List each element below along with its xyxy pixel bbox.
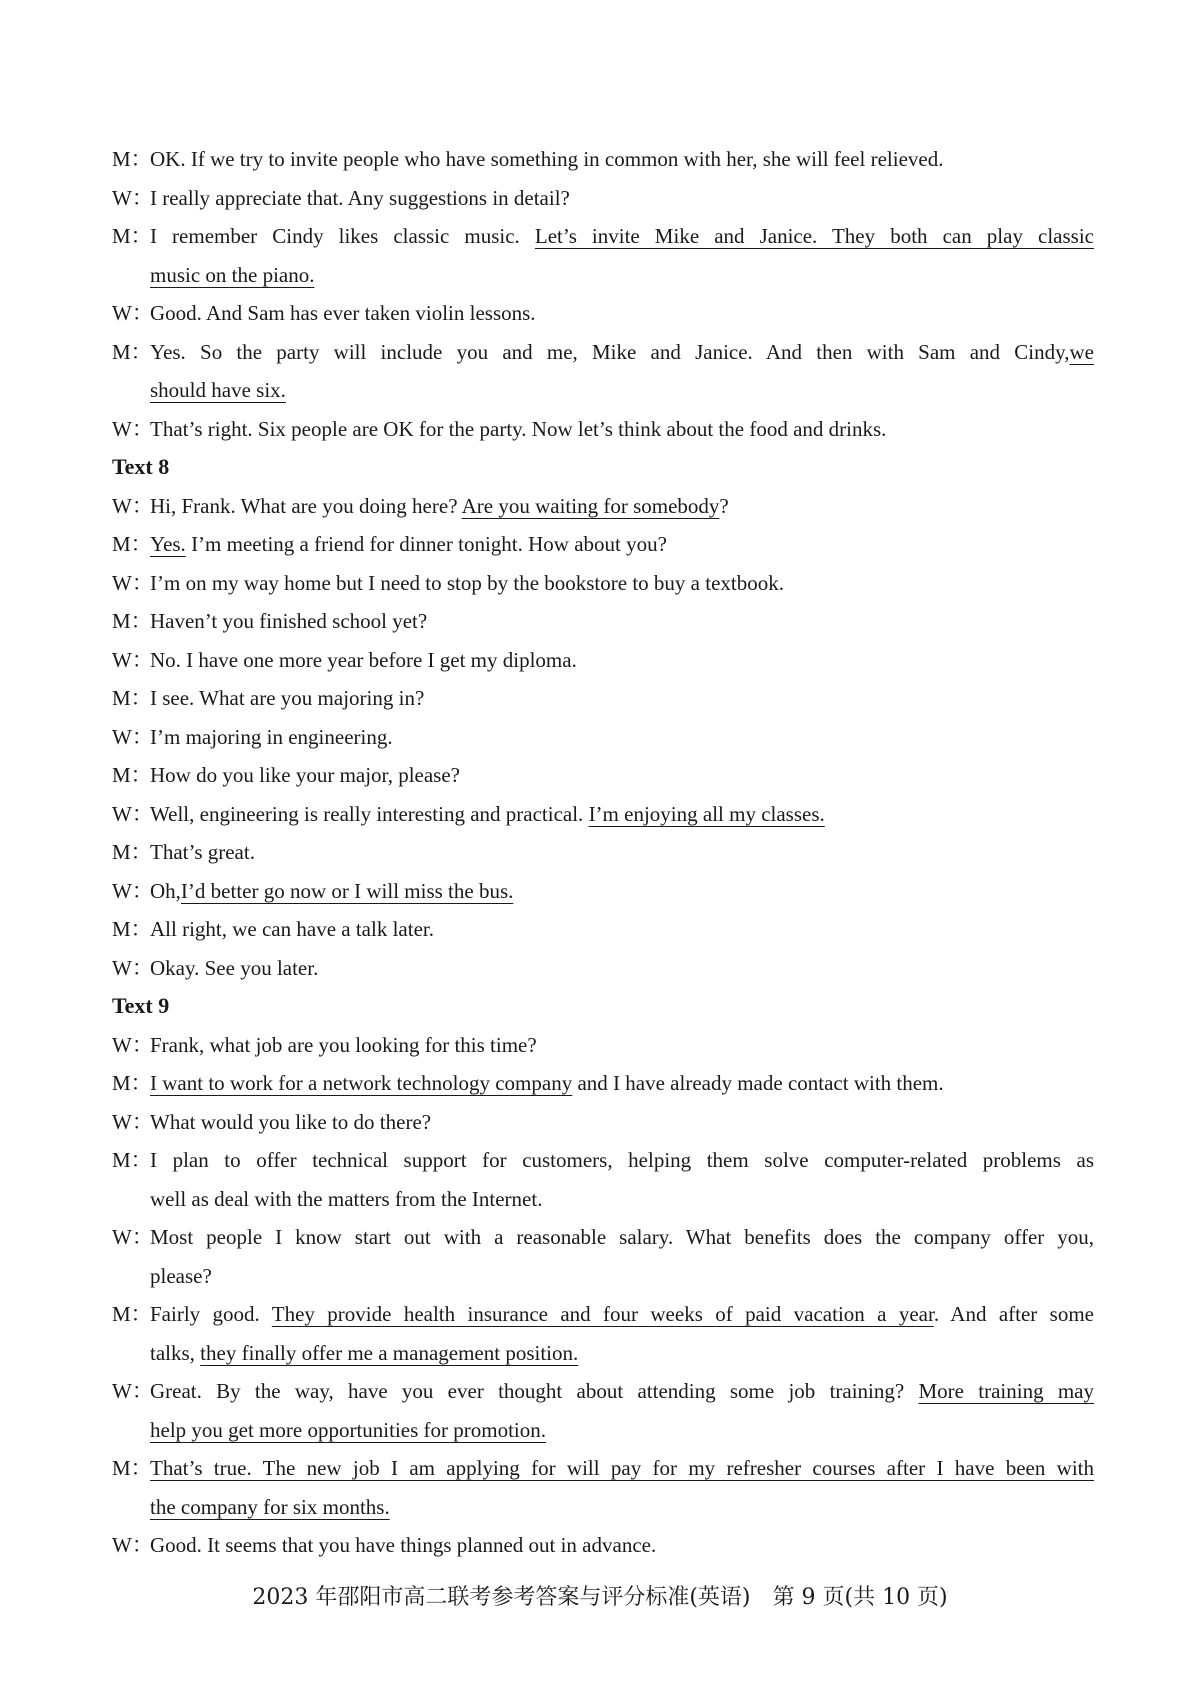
speaker-label: M： [112,1148,152,1172]
section-heading-text-9: Text 9 [112,993,170,1018]
line-text: Haven’t you finished school yet? [150,609,428,633]
underlined-answer: Let’s invite Mike and Janice. They both can play classic [534,224,1094,248]
speaker-label: W： [112,801,153,826]
underlined-answer: we [1069,339,1094,364]
line-text: That’s great. [150,840,255,864]
dialogue-line [112,1449,1094,1488]
line-text: Oh, [150,878,181,903]
line-text: That’s right. Six people are OK for the party. Now let’s think about the food and drinks. [150,416,887,441]
line-text: Good. And Sam has ever taken violin lessons. [150,301,536,325]
speaker-label: W： [112,724,153,749]
line-text: I see. What are you majoring in? [150,686,425,710]
underlined-answer: the company for six months. [150,1494,390,1519]
speaker-label: M： [112,532,152,556]
dialogue-line [112,140,1094,179]
underlined-answer: Yes. [150,532,186,556]
dialogue-line [112,294,1094,333]
dialogue-line [112,525,1094,564]
speaker-label: W： [112,301,153,325]
speaker-label: M： [112,917,152,941]
underlined-answer: they finally offer me a management position. [200,1340,579,1365]
line-text: I plan to offer technical support for customers, helping them solve computer-related problems as [150,1148,1094,1172]
line-text: Most people I know start out with a reasonable salary. What benefits does the company offer you, [150,1225,1094,1249]
page-footer: 2023 年邵阳市高二联考参考答案与评分标准(英语) 第 9 页(共 10 页) [252,1585,948,1610]
speaker-label: M： [112,1456,152,1480]
line-text: I really appreciate that. Any suggestions in detail? [150,185,570,210]
line-text: Well, engineering is really interesting and practical. [150,801,589,826]
dialogue-line [112,487,1094,526]
speaker-label: W： [112,570,153,595]
dialogue-line [112,1372,1094,1411]
line-text: I’m majoring in engineering. [150,724,393,749]
underlined-answer: help you get more opportunities for promotion. [150,1417,547,1442]
dialogue-line [112,756,1094,795]
line-text: ? [719,493,729,518]
dialogue-line-continued [112,1257,1094,1296]
line-text: well as deal with the matters from the Internet. [150,1186,543,1211]
underlined-answer: Are you waiting for somebody [461,493,720,518]
dialogue-line [112,641,1094,680]
speaker-label: W： [112,493,153,518]
speaker-label: M： [112,339,152,364]
dialogue-line [112,949,1094,988]
dialogue-line [112,679,1094,718]
speaker-label: W： [112,1032,153,1057]
dialogue-line [112,410,1094,449]
dialogue-line [112,833,1094,872]
speaker-label: W： [112,1533,153,1557]
line-text: I’m meeting a friend for dinner tonight. How about you? [185,532,667,556]
speaker-label: M： [112,763,152,787]
dialogue-line-continued [112,1411,1094,1450]
line-text: Okay. See you later. [150,955,319,980]
dialogue-line [112,1026,1094,1065]
underlined-answer: I want to work for a network technology company [150,1071,573,1095]
line-text: talks, [150,1340,201,1365]
line-text: What would you like to do there? [150,1109,432,1134]
line-text: All right, we can have a talk later. [150,917,434,941]
line-text: Fairly good. [150,1302,272,1326]
speaker-label: M： [112,840,152,864]
line-text: How do you like your major, please? [150,763,460,787]
dialogue-line-continued [112,1334,1094,1373]
dialogue-line [112,217,1094,256]
underlined-answer: That’s true. The new job I am applying for will pay for my refresher courses after I have been with [150,1456,1094,1480]
speaker-label: W： [112,878,153,903]
underlined-answer: They provide health insurance and four weeks of paid vacation a year [271,1302,934,1326]
speaker-label: M： [112,147,152,171]
line-text: I’m on my way home but I need to stop by the bookstore to buy a textbook. [150,570,784,595]
line-text: Yes. So the party will include you and me, Mike and Janice. And then with Sam and Cindy, [150,339,1070,364]
dialogue-line [112,1064,1094,1103]
speaker-label: W： [112,955,153,980]
underlined-answer: I’m enjoying all my classes. [588,801,825,826]
speaker-label: W： [112,416,153,441]
underlined-answer: music on the piano. [150,262,315,287]
line-text: No. I have one more year before I get my diploma. [150,647,577,672]
dialogue-line [112,564,1094,603]
speaker-label: W： [112,1109,153,1134]
speaker-label: W： [112,1379,153,1403]
dialogue-line [112,1141,1094,1180]
dialogue-line [112,1103,1094,1142]
dialogue-line [112,179,1094,218]
line-text: Hi, Frank. What are you doing here? [150,493,462,518]
dialogue-line [112,1295,1094,1334]
line-text: Good. It seems that you have things planned out in advance. [150,1533,657,1557]
line-text: OK. If we try to invite people who have something in common with her, she will feel relieved. [150,147,944,171]
section-heading-text-8: Text 8 [112,454,170,479]
underlined-answer: More training may [918,1379,1095,1403]
line-text: Frank, what job are you looking for this time? [150,1032,537,1057]
dialogue-line [112,910,1094,949]
line-text: please? [150,1263,212,1288]
answer-key-transcript [112,140,1094,1565]
speaker-label: M： [112,686,152,710]
speaker-label: W： [112,1225,153,1249]
line-text: I remember Cindy likes classic music. [150,224,535,248]
speaker-label: W： [112,647,153,672]
dialogue-line [112,1526,1094,1565]
dialogue-line [112,333,1094,372]
speaker-label: M： [112,609,152,633]
dialogue-line-continued [112,1180,1094,1219]
underlined-answer: I’d better go now or I will miss the bus. [180,878,514,903]
underlined-answer: should have six. [150,378,286,402]
dialogue-line [112,1218,1094,1257]
dialogue-line [112,795,1094,834]
dialogue-line [112,718,1094,757]
speaker-label: W： [112,185,153,210]
speaker-label: M： [112,1302,152,1326]
speaker-label: M： [112,1071,152,1095]
dialogue-line-continued [112,371,1094,410]
line-text: . And after some [933,1302,1094,1326]
line-text: and I have already made contact with them. [572,1071,944,1095]
dialogue-line [112,602,1094,641]
line-text: Great. By the way, have you ever thought about attending some job training? [150,1379,919,1403]
dialogue-line [112,872,1094,911]
speaker-label: M： [112,224,152,248]
dialogue-line-continued [112,1488,1094,1527]
dialogue-line-continued [112,256,1094,295]
